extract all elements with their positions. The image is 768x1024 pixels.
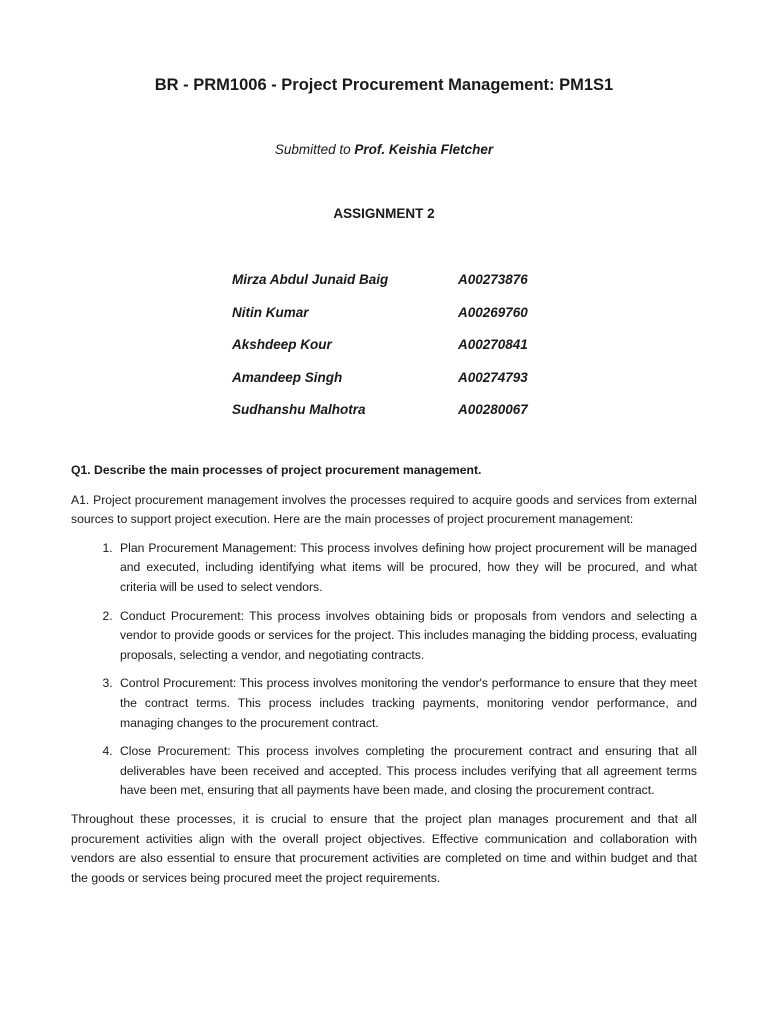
- submitted-to-line: [0, 142, 768, 157]
- member-name: Akshdeep Kour: [232, 337, 332, 352]
- member-id: A00280067: [458, 402, 528, 417]
- member-row: [232, 305, 572, 338]
- member-row: [232, 370, 572, 403]
- member-name: Mirza Abdul Junaid Baig: [232, 272, 389, 287]
- document-title: BR - PRM1006 - Project Procurement Management: PM1S1: [154, 76, 614, 94]
- process-item: 3. Control Procurement: This process involves monitoring the vendor's performance to ensure that they meet the contract terms. This process includes tracking payments, monitoring vendor performance, and managing changes to the procurement contract.: [116, 674, 697, 733]
- process-item: 2. Conduct Procurement: This process involves obtaining bids or proposals from vendors and selecting a vendor to provide goods or services for the project. This includes managing the bidding process, evaluating proposals, selecting a vendor, and negotiating contracts.: [116, 607, 697, 666]
- member-id: A00273876: [458, 272, 528, 287]
- member-name: Sudhanshu Malhotra: [232, 402, 366, 417]
- assignment-heading: ASSIGNMENT 2: [333, 206, 435, 221]
- member-id: A00269760: [458, 304, 528, 320]
- member-id: A00270841: [458, 337, 528, 352]
- submitted-prefix: Submitted to: [274, 142, 355, 157]
- member-row: [232, 402, 572, 435]
- member-row: [232, 272, 572, 305]
- process-item: 4. Close Procurement: This process involves completing the procurement contract and ensuring that all deliverables have been received and accepted. This process includes verifying that all agreement terms have been met, ensuring that all payments have been made, and closing the procurement contract.: [116, 742, 697, 801]
- member-list: [232, 272, 572, 435]
- answer-intro: A1. Project procurement management involves the processes required to acquire goods and services from external sources to support project execution. Here are the main processes of project procurement management:: [71, 492, 697, 527]
- professor-name: Prof. Keishia Fletcher: [354, 142, 494, 157]
- closing-paragraph: Throughout these processes, it is crucial to ensure that the project plan manages procurement and that all procurement activities align with the overall project objectives. Effective communication and collaboration with vendors are also essential to ensure that procurement activities are completed on time and within budget and that the goods or services being procured meet the project requirements.: [71, 811, 697, 885]
- document-body: [71, 461, 697, 888]
- member-id: A00274793: [458, 369, 528, 385]
- process-item: 1. Plan Procurement Management: This process involves defining how project procurement will be managed and executed, including identifying what items will be procured, how they will be procured, and what criteria will be used to select vendors.: [116, 539, 697, 598]
- member-name: Amandeep Singh: [232, 369, 343, 385]
- member-row: [232, 337, 572, 370]
- member-name: Nitin Kumar: [232, 304, 309, 320]
- process-list: [71, 539, 697, 801]
- question-heading: Q1. Describe the main processes of project procurement management.: [71, 463, 482, 477]
